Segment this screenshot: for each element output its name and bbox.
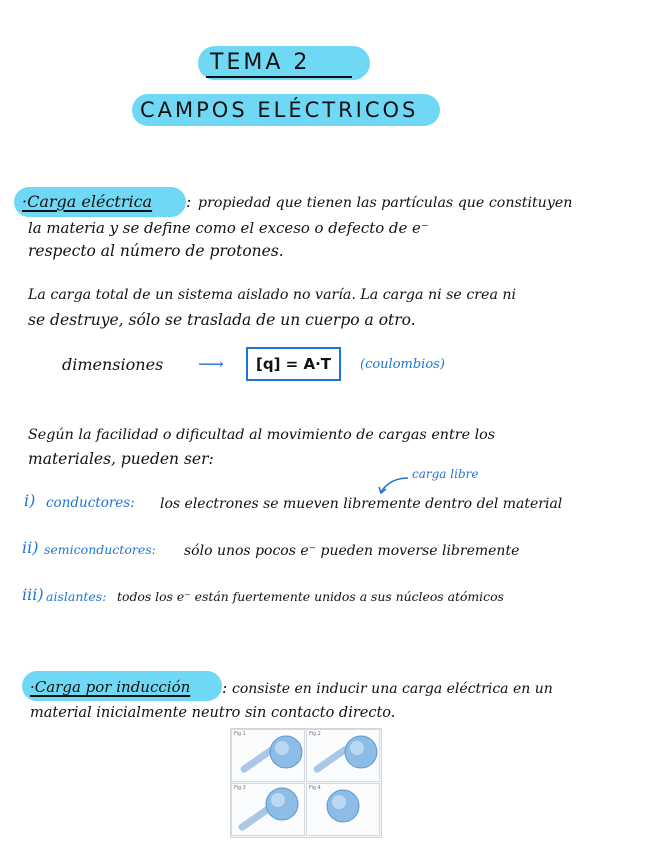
- item-description: sólo unos pocos e⁻ pueden moverse libremente: [184, 543, 520, 559]
- item-name: aislantes:: [46, 589, 107, 604]
- tema-title: TEMA 2: [210, 50, 311, 75]
- conservacion-line1: La carga total de un sistema aislado no varía. La carga ni se crea ni: [28, 287, 517, 303]
- conservacion-line2: se destruye, sólo se traslada de un cuerpo a otro.: [28, 311, 416, 329]
- item-numeral: i): [24, 491, 36, 510]
- figure-panel: Fig.4: [306, 783, 380, 836]
- induccion-line2: material inicialmente neutro sin contacto directo.: [30, 705, 396, 721]
- figure-panel: Fig.1: [231, 729, 305, 782]
- carga-electrica-line1: propiedad que tienen las partículas que constituyen: [198, 195, 573, 211]
- figure-panel: Fig.3: [231, 783, 305, 836]
- induccion-term: ·Carga por inducción: [30, 678, 191, 696]
- subject-title: CAMPOS ELÉCTRICOS: [140, 98, 419, 122]
- carga-libre-arrow: [376, 474, 410, 496]
- materiales-intro-line2: materiales, pueden ser:: [28, 450, 214, 468]
- induccion-colon: :: [222, 679, 228, 697]
- dimensiones-formula-box: [246, 347, 341, 381]
- materiales-intro-line1: Según la facilidad o dificultad al movimiento de cargas entre los: [28, 427, 496, 443]
- item-name: conductores:: [46, 495, 135, 511]
- dimensiones-arrow: ⟶: [198, 354, 224, 375]
- carga-electrica-term: ·Carga eléctrica: [22, 192, 153, 211]
- item-numeral: ii): [22, 538, 39, 557]
- carga-electrica-line3: respecto al número de protones.: [28, 242, 284, 260]
- carga-libre-annotation: carga libre: [412, 467, 479, 481]
- carga-electrica-line2: la materia y se define como el exceso o defecto de e⁻: [28, 219, 429, 237]
- dimensiones-label: dimensiones: [62, 355, 164, 374]
- induction-figure: [230, 728, 382, 838]
- item-name: semiconductores:: [44, 542, 156, 557]
- item-description: todos los e⁻ están fuertemente unidos a sus núcleos atómicos: [117, 589, 504, 604]
- figure-panel: Fig.2: [306, 729, 380, 782]
- dimensiones-unit: (coulombios): [360, 357, 445, 372]
- dimensiones-formula: [q] = A·T: [256, 355, 331, 373]
- carga-electrica-colon: :: [186, 193, 192, 211]
- item-description: los electrones se mueven libremente dentro del material: [160, 496, 563, 512]
- item-numeral: iii): [22, 585, 44, 604]
- induccion-line1: consiste en inducir una carga eléctrica en un: [232, 681, 553, 697]
- tema-underline: [206, 76, 352, 78]
